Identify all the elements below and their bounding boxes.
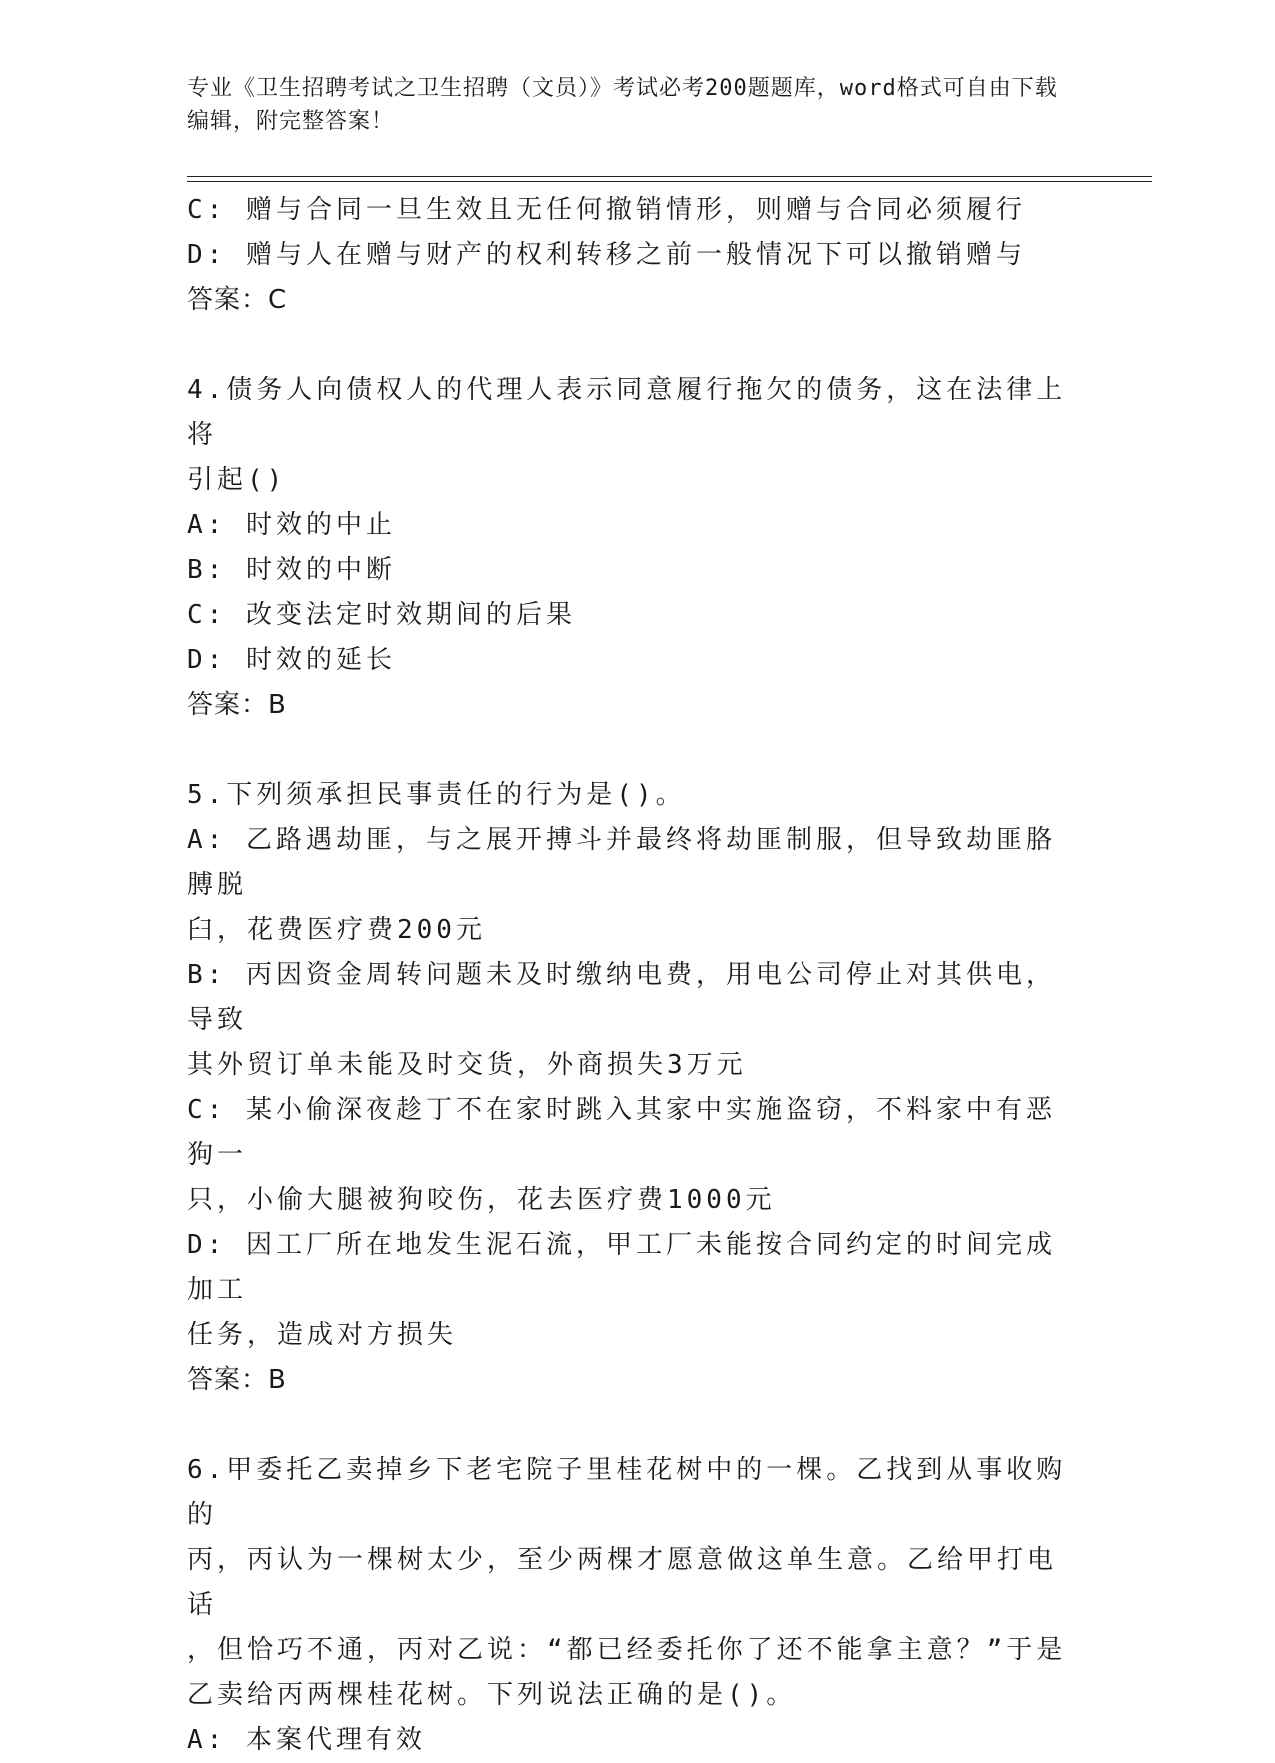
header-divider-bottom xyxy=(187,181,1152,182)
q5-option-d-cont: 任务，造成对方损失 xyxy=(187,1320,458,1350)
q5-option-a-cont: 臼，花费医疗费200元 xyxy=(187,915,486,945)
q5-option-c-cont: 只，小偷大腿被狗咬伤，花去医疗费1000元 xyxy=(187,1185,776,1215)
q6-option-a: A: 本案代理有效 xyxy=(187,1725,426,1755)
q5-stem: 5.下列须承担民事责任的行为是()。 xyxy=(187,780,686,810)
spacer xyxy=(187,728,1077,773)
q5-option-c: C: 某小偷深夜趁丁不在家时跳入其家中实施盗窃，不料家中有恶狗一 xyxy=(187,1095,1056,1170)
q4-option-b: B: 时效的中断 xyxy=(187,555,396,585)
q5-option-b-cont: 其外贸订单未能及时交货，外商损失3万元 xyxy=(187,1050,747,1080)
header-divider-top xyxy=(187,176,1152,177)
q3-answer: 答案：C xyxy=(187,285,288,315)
q6-stem-cont-3: 乙卖给丙两棵桂花树。下列说法正确的是()。 xyxy=(187,1680,797,1710)
q3-option-d: D: 赠与人在赠与财产的权利转移之前一般情况下可以撤销赠与 xyxy=(187,240,1026,270)
q5-option-a: A: 乙路遇劫匪，与之展开搏斗并最终将劫匪制服，但导致劫匪胳膊脱 xyxy=(187,825,1056,900)
q6-stem-cont-2: ，但恰巧不通，丙对乙说：“都已经委托你了还不能拿主意？”于是 xyxy=(187,1635,1067,1665)
q5-option-d: D: 因工厂所在地发生泥石流，甲工厂未能按合同约定的时间完成加工 xyxy=(187,1230,1056,1305)
q6-stem-cont-1: 丙，丙认为一棵树太少，至少两棵才愿意做这单生意。乙给甲打电话 xyxy=(187,1545,1058,1620)
q6-stem: 6.甲委托乙卖掉乡下老宅院子里桂花树中的一棵。乙找到从事收购的 xyxy=(187,1455,1067,1530)
header-text: 专业《卫生招聘考试之卫生招聘（文员）》考试必考200题题库，word格式可自由下载编辑，附完整答案！ xyxy=(187,76,1058,134)
spacer xyxy=(187,1403,1077,1448)
q4-option-a: A: 时效的中止 xyxy=(187,510,396,540)
q4-answer: 答案：B xyxy=(187,690,287,720)
q5-option-b: B: 丙因资金周转问题未及时缴纳电费，用电公司停止对其供电，导致 xyxy=(187,960,1056,1035)
spacer xyxy=(187,323,1077,368)
q3-option-c: C: 赠与合同一旦生效且无任何撤销情形，则赠与合同必须履行 xyxy=(187,195,1026,225)
q5-answer: 答案：B xyxy=(187,1365,287,1395)
q4-option-d: D: 时效的延长 xyxy=(187,645,396,675)
q4-option-c: C: 改变法定时效期间的后果 xyxy=(187,600,576,630)
q4-stem-cont: 引起() xyxy=(187,465,287,495)
question-content xyxy=(187,188,1077,1763)
document-header xyxy=(187,72,1067,138)
q4-stem: 4.债务人向债权人的代理人表示同意履行拖欠的债务，这在法律上将 xyxy=(187,375,1067,450)
